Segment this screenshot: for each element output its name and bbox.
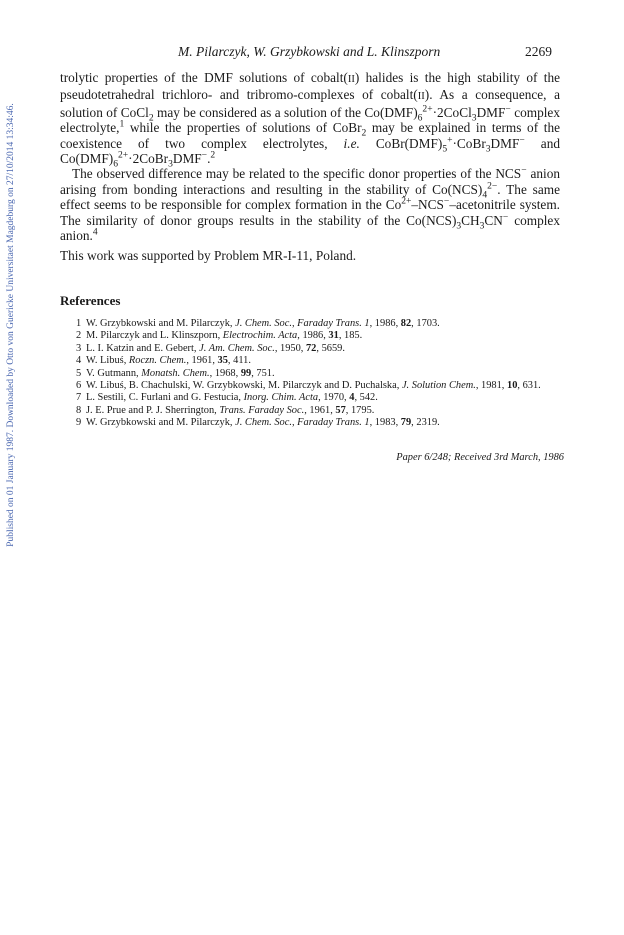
reference-item: 9 W. Grzybkowski and M. Pilarczyk, J. Chem. Soc., Faraday Trans. 1, 1983, 79, 2319. [76,417,440,429]
paper-received-note: Paper 6/248; Received 3rd March, 1986 [396,452,564,463]
reference-item: 8 J. E. Prue and P. J. Sherrington, Trans. Faraday Soc., 1961, 57, 1795. [76,404,375,416]
reference-item: 4 W. Libuś, Roczn. Chem., 1961, 35, 411. [76,355,251,367]
page-number: 2269 [525,44,552,59]
reference-item: 1 W. Grzybkowski and M. Pilarczyk, J. Chem. Soc., Faraday Trans. 1, 1986, 82, 1703. [76,318,440,329]
header-authors: M. Pilarczyk, W. Grzybkowski and L. Klinszporn [178,44,441,59]
article-body [60,70,560,243]
reference-list [76,318,564,430]
acknowledgement: This work was supported by Problem MR-I-11, Poland. [60,248,357,263]
reference-item: 2 M. Pilarczyk and L. Klinszporn, Electrochim. Acta, 1986, 31, 185. [76,330,363,342]
reference-item: 6 W. Libuś, B. Chachulski, W. Grzybkowski, M. Pilarczyk and D. Puchalska, J. Solution Chem., 1981, 10, 631. [76,380,541,392]
download-watermark [4,60,18,590]
citation-1: 1 [119,118,125,130]
reference-item: 3 L. I. Katzin and E. Gebert, J. Am. Chem. Soc., 1950, 72, 5659. [76,342,345,354]
paragraph-2: The observed difference may be related to the specific donor properties of the NCS− anion arising from bonding interactions and resulting in the stability of $Co(NCS)_4^{2-}$. The same effect seems to be responsible for complex formation in the $Co^{2+}-NCS^-$–acetonitrile system. The similarity of donor groups results in the stability of the $Co(NCS)_3CH_3CN^-$ complex anion.$^4$ [60,165,560,244]
reference-item: 5 V. Gutmann, Monatsh. Chem., 1968, 99, 751. [76,367,275,379]
paragraph-1: trolytic properties of the DMF solutions of cobalt(II) halides is the high stability of the pseudotetrahedral trichloro- and tribromo-complexes of cobalt(II). As a consequence, a solution of CoCl$_2$ may be considered as a solution of the $Co(DMF)_6^{2+}\cdot 2CoCl_3DMF^-$ complex electrolyte,$^1$ while the properties of solutions of CoBr$_2$ may be explained in terms of the coexistence of two complex electrolytes, i.e. $CoBr(DMF)_5^+\cdot CoBr_3DMF^-$ and $Co(DMF)_6^{2+}\cdot 2CoBr_3DMF^-.^2$ [60,70,561,170]
reference-item: 7 L. Sestili, C. Furlani and G. Festucia, Inorg. Chim. Acta, 1970, 4, 542. [76,392,378,404]
citation-2: 2 [210,149,216,161]
references-heading: References [60,293,121,308]
download-watermark-text: Published on 01 January 1987. Downloaded by Otto von Guericke Universitaet Magdeburg on 27/10/2014 13:34:46. [6,103,16,547]
citation-4: 4 [92,226,98,238]
running-header [60,44,560,62]
